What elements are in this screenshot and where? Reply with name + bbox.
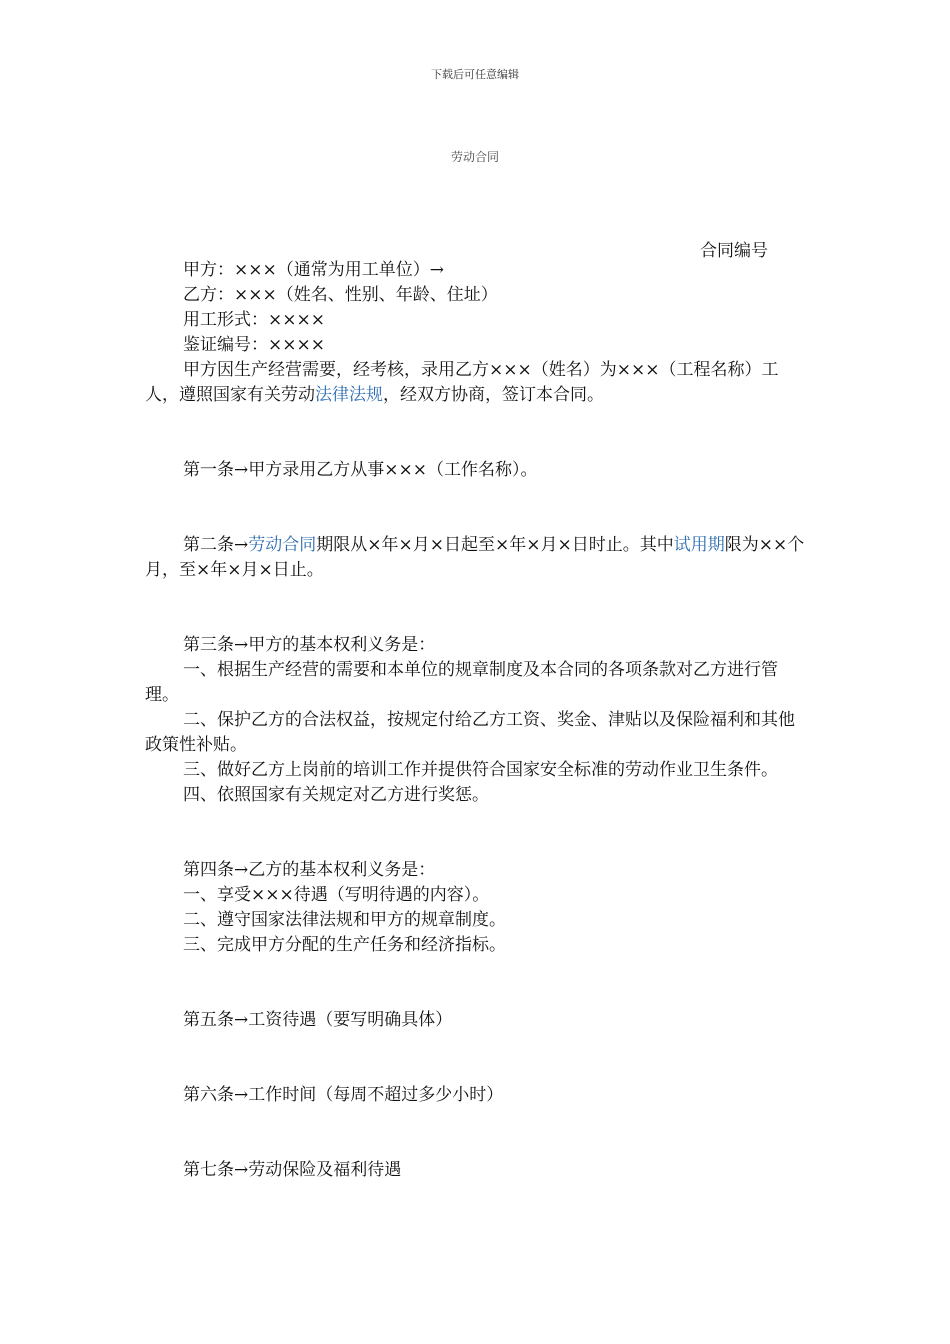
article-4-item-1: 一、享受×××待遇（写明待遇的内容）。 <box>183 885 490 905</box>
probation-link[interactable]: 试用期 <box>673 535 725 555</box>
employment-form-line: 用工形式：×××× <box>183 310 325 330</box>
contract-number-label: 合同编号 <box>700 241 768 261</box>
article-3-item-2: 二、保护乙方的合法权益，按规定付给乙方工资、奖金、津贴以及保险福利和其他政策性补贴。 <box>145 710 795 755</box>
article-3-item-4: 四、依照国家有关规定对乙方进行奖惩。 <box>183 785 489 805</box>
article-5: 第五条→工资待遇（要写明确具体） <box>183 1010 453 1030</box>
verification-number-line: 鉴证编号：×××× <box>183 335 325 355</box>
article-3-item-1: 一、根据生产经营的需要和本单位的规章制度及本合同的各项条款对乙方进行管理。 <box>145 660 778 705</box>
article-2-prefix: 第二条→ <box>183 535 249 555</box>
contract-body <box>145 258 805 1183</box>
article-2-mid: 期限从×年×月×日起至×年×月×日时止。其中 <box>316 535 674 555</box>
party-b-line: 乙方：×××（姓名、性别、年龄、住址） <box>183 285 498 305</box>
article-7: 第七条→劳动保险及福利待遇 <box>183 1160 402 1180</box>
document-title: 劳动合同 <box>450 150 499 164</box>
article-4-item-3: 三、完成甲方分配的生产任务和经济指标。 <box>183 935 506 955</box>
article-1: 第一条→甲方录用乙方从事×××（工作名称）。 <box>183 460 538 480</box>
labor-contract-link[interactable]: 劳动合同 <box>248 535 317 555</box>
article-3-heading: 第三条→甲方的基本权利义务是： <box>183 635 436 655</box>
article-4-heading: 第四条→乙方的基本权利义务是： <box>183 860 436 880</box>
article-3-item-3: 三、做好乙方上岗前的培训工作并提供符合国家安全标准的劳动作业卫生条件。 <box>183 760 778 780</box>
article-6: 第六条→工作时间（每周不超过多少小时） <box>183 1085 504 1105</box>
party-a-line: 甲方：×××（通常为用工单位）→ <box>183 260 444 280</box>
laws-link[interactable]: 法律法规 <box>315 385 383 405</box>
article-2 <box>145 533 805 583</box>
article-2-suffix: 限为××个月，至×年×月×日止。 <box>145 535 805 580</box>
preamble-paragraph <box>145 358 805 408</box>
preamble-text-1: 甲方因生产经营需要，经考核，录用乙方×××（姓名）为×××（工程名称）工人，遵照国家有关劳动 <box>145 360 779 405</box>
header-note: 下载后可任意编辑 <box>431 68 519 81</box>
article-4-item-2: 二、遵守国家法律法规和甲方的规章制度。 <box>183 910 506 930</box>
preamble-text-2: ，经双方协商，签订本合同。 <box>383 385 604 405</box>
